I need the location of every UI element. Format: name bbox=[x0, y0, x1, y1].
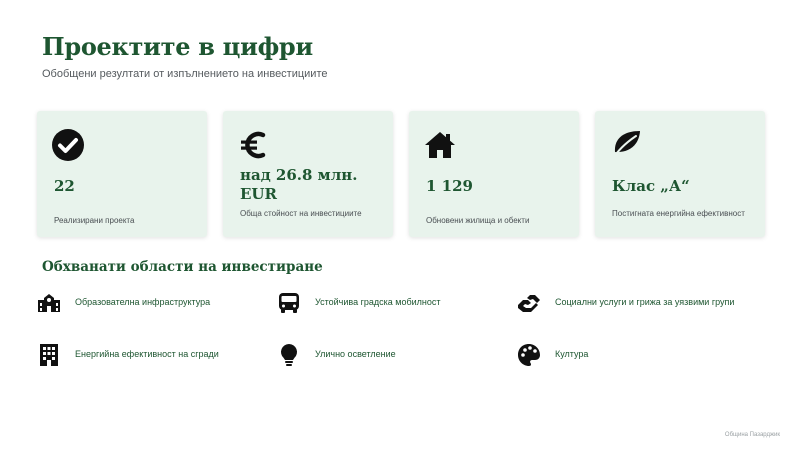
stat-value: 22 bbox=[54, 177, 75, 195]
stat-card-projects bbox=[37, 111, 207, 237]
stat-card-investment bbox=[223, 111, 393, 237]
page-subtitle: Обобщени резултати от изпълнението на инвестициите bbox=[42, 68, 328, 80]
area-label: Устойчива градска мобилност bbox=[315, 297, 441, 307]
stats-cards bbox=[37, 111, 767, 237]
stat-label: Реализирани проекта bbox=[54, 216, 135, 225]
euro-icon bbox=[237, 128, 271, 162]
bus-icon bbox=[277, 291, 301, 315]
palette-icon bbox=[517, 343, 541, 367]
check-circle-icon bbox=[51, 128, 85, 162]
stat-value: над 26.8 млн. EUR bbox=[240, 166, 358, 203]
hands-helping-icon bbox=[517, 291, 541, 315]
footer-municipality: Община Пазарджик bbox=[724, 432, 780, 438]
stat-label: Постигната енергийна ефективност bbox=[612, 209, 745, 218]
stat-label: Обновени жилища и обекти bbox=[426, 216, 530, 225]
stat-value: 1 129 bbox=[426, 177, 473, 195]
page-title: Проектите в цифри bbox=[42, 32, 313, 61]
area-label: Социални услуги и грижа за уязвими групи bbox=[555, 297, 735, 307]
area-label: Улично осветление bbox=[315, 349, 396, 359]
building-icon bbox=[37, 343, 61, 367]
area-label: Култура bbox=[555, 349, 589, 359]
leaf-icon bbox=[609, 128, 643, 162]
school-icon bbox=[37, 291, 61, 315]
stat-label: Обща стойност на инвестициите bbox=[240, 209, 362, 218]
home-icon bbox=[423, 128, 457, 162]
areas-section-title: Обхванати области на инвестиране bbox=[42, 259, 323, 275]
lightbulb-icon bbox=[277, 343, 301, 367]
stat-value: Клас „А“ bbox=[612, 177, 690, 195]
stat-card-homes bbox=[409, 111, 579, 237]
stat-card-energy-class bbox=[595, 111, 765, 237]
area-label: Образователна инфраструктура bbox=[75, 297, 211, 307]
area-label: Енергийна ефективност на сгради bbox=[75, 349, 219, 359]
